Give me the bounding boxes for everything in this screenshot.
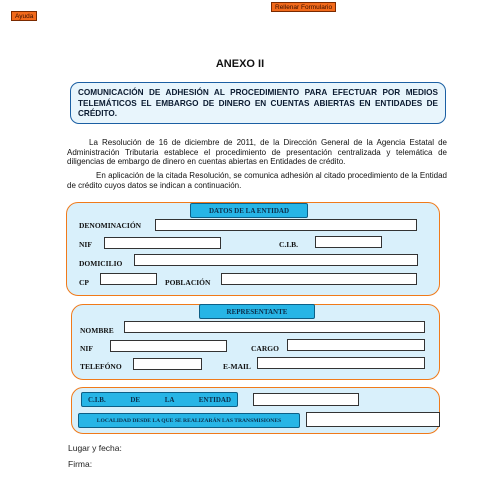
domicilio-label: DOMICILIO: [79, 259, 123, 268]
telefono-field[interactable]: [133, 358, 202, 370]
cargo-field[interactable]: [287, 339, 425, 351]
representative-nif-field[interactable]: [110, 340, 227, 352]
cib-entity-label: C.I.B. DE LA ENTIDAD: [81, 392, 238, 407]
entity-nif-label: NIF: [79, 240, 92, 249]
cp-label: CP: [79, 278, 89, 287]
poblacion-label: POBLACIÓN: [165, 278, 211, 287]
help-button[interactable]: Ayuda: [11, 11, 37, 21]
representative-nif-label: NIF: [80, 344, 93, 353]
cargo-label: CARGO: [251, 344, 279, 353]
signature-label: Firma:: [68, 459, 93, 469]
resolution-paragraph: La Resolución de 16 de diciembre de 2011, de la Dirección General de la Agencia Estatal de Administración Tributaria establece el procedimiento de presentación centralizada y telemática de diligencias de embargo de dinero en cuentas abiertas en Entidades de crédito.: [67, 138, 447, 166]
representative-section-header: REPRESENTANTE: [199, 304, 315, 319]
communication-text: COMUNICACIÓN DE ADHESIÓN AL PROCEDIMIENTO PARA EFECTUAR POR MEDIOS TELEMÁTICOS EL EMBARGO DE DINERO EN CUENTAS ABIERTAS EN ENTIDADES DE CRÉDITO.: [78, 88, 438, 118]
denominacion-field[interactable]: [155, 219, 417, 231]
domicilio-field[interactable]: [134, 254, 418, 266]
poblacion-field[interactable]: [221, 273, 417, 285]
nombre-label: NOMBRE: [80, 326, 114, 335]
cib-label: C.I.B.: [279, 240, 298, 249]
entity-section-header: DATOS DE LA ENTIDAD: [190, 203, 308, 218]
communication-box: [70, 82, 446, 124]
denominacion-label: DENOMINACIÓN: [79, 221, 142, 230]
cib-entity-field[interactable]: [253, 393, 359, 406]
cib-field[interactable]: [315, 236, 382, 248]
nombre-field[interactable]: [124, 321, 425, 333]
place-date-label: Lugar y fecha:: [68, 443, 122, 453]
transmission-locality-field[interactable]: [306, 412, 440, 427]
entity-nif-field[interactable]: [104, 237, 221, 249]
cp-field[interactable]: [100, 273, 157, 285]
telefono-label: TELEFÓNO: [80, 362, 122, 371]
email-label: E-MAIL: [223, 362, 251, 371]
transmission-locality-label: LOCALIDAD DESDE LA QUE SE REALIZARÁN LAS TRANSMISIONES: [78, 413, 300, 428]
page-title: ANEXO II: [215, 58, 265, 70]
fill-form-button[interactable]: Rellenar Formulario: [271, 2, 336, 12]
adhesion-paragraph: En aplicación de la citada Resolución, se comunica adhesión al citado procedimiento de la Entidad de crédito cuyos datos se indican a continuación.: [67, 171, 447, 190]
email-field[interactable]: [257, 357, 425, 369]
